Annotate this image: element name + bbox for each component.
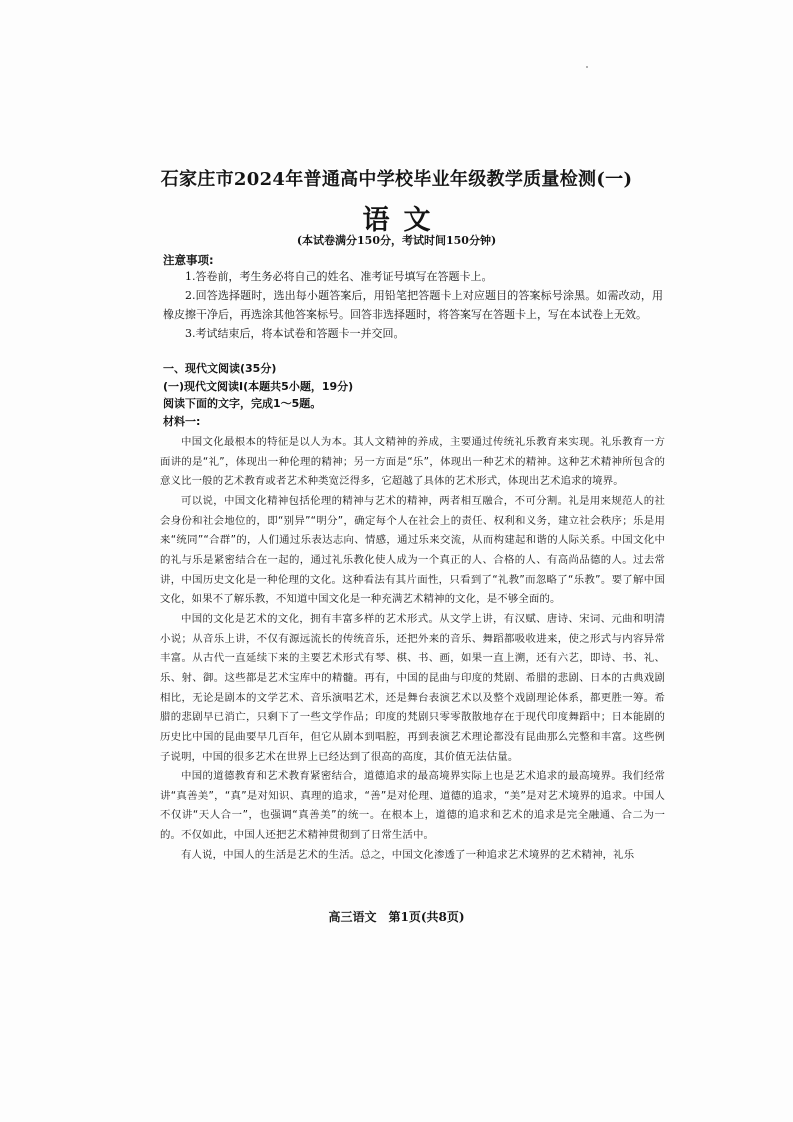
part-title: 一、现代文阅读(35分): [163, 362, 277, 375]
passage-paragraph: 中国的道德教育和艺术教育紧密结合，道德追求的最高境界实际上也是艺术追求的最高境界。我们经常讲“真善美”，“真”是对知识、真理的追求，“善”是对伦理、道德的追求，“美”是对艺术境界的追求。中国人不仅讲“天人合一”，也强调“真善美”的统一。在根本上，道德的追求和艺术的追求是完全融通、合二为一的。不仅如此，中国人还把艺术精神贯彻到了日常生活中。: [160, 770, 665, 842]
scan-speck: [586, 66, 588, 68]
page-footer: 高三语文 第1页(共8页): [328, 910, 465, 924]
passage-paragraph: 中国的文化是艺术的文化，拥有丰富多样的艺术形式。从文学上讲，有汉赋、唐诗、宋词、元曲和明清小说；从音乐上讲，不仅有源远流长的传统音乐，还把外来的音乐、舞蹈都吸收进来，使之形式与内容异常丰富。从古代一直延续下来的主要艺术形式有琴、棋、书、画，如果一直上溯，还有六艺，即诗、书、礼、乐、射、御。这些都是艺术宝库中的精髓。再有，中国的昆曲与印度的梵剧、希腊的悲剧、日本的古典戏剧相比，无论是剧本的文学艺术、音乐演唱艺术，还是舞台表演艺术以及整个戏剧理论体系，都更胜一筹。希腊的悲剧早已消亡，只剩下了一些文学作品；印度的梵剧只零零散散地存在于现代印度舞蹈中；日本能剧的历史比中国的昆曲要早几百年，但它从剧本到唱腔，再到表演艺术理论都没有昆曲那么完整和丰富。这些例子说明，中国的很多艺术在世界上已经达到了很高的高度，其价值无法估量。: [160, 612, 665, 763]
exam-title: 石家庄市2024年普通高中学校毕业年级教学质量检测(一): [160, 169, 633, 190]
reading-passage: [160, 433, 665, 865]
passage-paragraph: 中国文化最根本的特征是以人为本。其人文精神的养成，主要通过传统礼乐教育来实现。礼乐教育一方面讲的是“礼”，体现出一种伦理的精神；另一方面是“乐”，体现出一种艺术的精神。这种艺术精神所包含的意义比一般的艺术教育或者艺术种类宽泛得多，它超越了具体的艺术形式，体现出艺术追求的境界。: [160, 436, 665, 488]
exam-info: (本试卷满分150分，考试时间150分钟): [296, 234, 497, 247]
notice-item: 3.考试结束后，将本试卷和答题卡一并交回。: [185, 327, 405, 340]
sub-title: (一)现代文阅读Ⅰ(本题共5小题，19分): [163, 379, 354, 393]
reading-instruction: 阅读下面的文字，完成1～5题。: [163, 397, 322, 410]
passage-paragraph: 可以说，中国文化精神包括伦理的精神与艺术的精神，两者相互融合，不可分割。礼是用来规范人的社会身份和社会地位的，即“别异”“明分”，确定每个人在社会上的责任、权利和义务，建立社会秩序；乐是用来“统同”“合群”的，人们通过乐表达志向、情感，通过乐来交流，从而构建起和谐的人际关系。中国文化中的礼与乐是紧密结合在一起的，通过礼乐教化使人成为一个真正的人、合格的人、有高尚品德的人。过去常讲，中国历史文化是一种伦理的文化。这种看法有其片面性，只看到了“礼教”而忽略了“乐教”。要了解中国文化，如果不了解乐教，不知道中国文化是一种充满艺术精神的文化，是不够全面的。: [160, 494, 665, 606]
notice-heading: 注意事项:: [163, 253, 214, 267]
subject-title: 语文: [362, 205, 445, 236]
section-header: [163, 360, 663, 430]
notice-list: [163, 267, 663, 343]
passage-paragraph: 有人说，中国人的生活是艺术的生活。总之，中国文化渗透了一种追求艺术境界的艺术精神，礼乐: [181, 848, 635, 861]
notice-item: 2.回答选择题时，选出每小题答案后，用铅笔把答题卡上对应题目的答案标号涂黑。如需改动，用橡皮擦干净后，再选涂其他答案标号。回答非选择题时，将答案写在答题卡上，写在本试卷上无效。: [163, 289, 663, 321]
notice-item: 1.答卷前，考生务必将自己的姓名、准考证号填写在答题卡上。: [185, 270, 493, 283]
material-label: 材料一:: [163, 414, 201, 428]
